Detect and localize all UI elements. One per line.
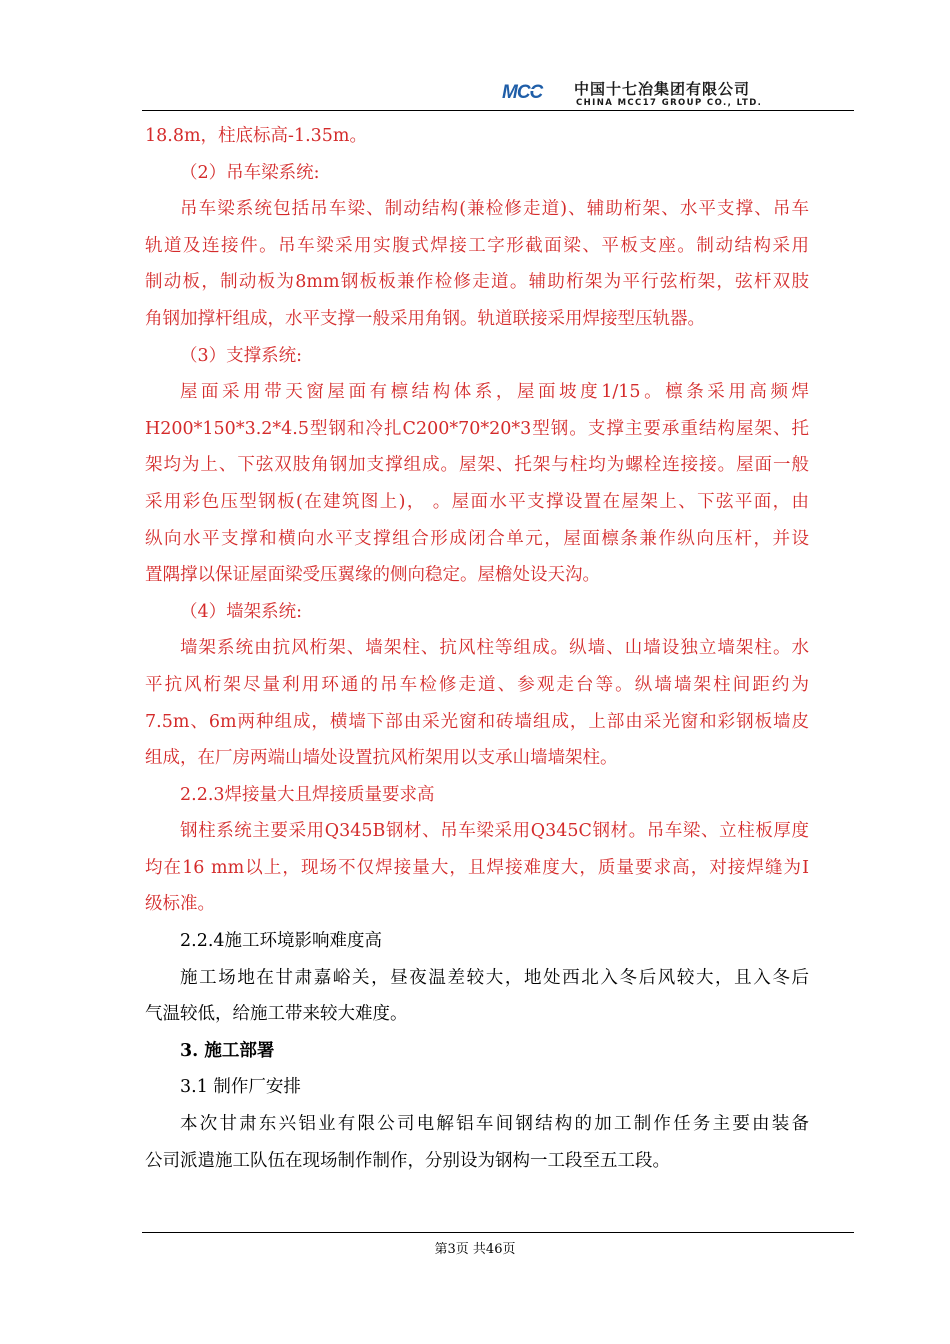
text-line: 架均为上、下弦双肢角钢加支撑组成。屋架、托架与柱均为螺栓连接接。屋面一般	[145, 455, 809, 476]
text-line: 制动板，制动板为8mm钢板板兼作检修走道。辅助桁架为平行弦桁架，弦杆双肢	[145, 272, 809, 293]
footer-divider	[142, 1232, 854, 1233]
text-line: 均在16 mm以上，现场不仅焊接量大，且焊接难度大，质量要求高，对接焊缝为Ⅰ	[145, 857, 809, 878]
text-line: 本次甘肃东兴铝业有限公司电解铝车间钢结构的加工制作任务主要由装备	[180, 1114, 809, 1135]
text-line: 采用彩色压型钢板(在建筑图上)， 。屋面水平支撑设置在屋架上、下弦平面，由	[145, 491, 809, 512]
text-line: （3）支撑系统:	[180, 345, 303, 366]
text-line: 屋面采用带天窗屋面有檩结构体系，屋面坡度1/15。檩条采用高频焊	[180, 382, 809, 403]
document-body	[145, 118, 809, 1179]
text-line: 18.8m，柱底标高-1.35m。	[145, 126, 368, 146]
text-line: 级标准。	[145, 894, 215, 915]
text-line: 置隅撑以保证屋面梁受压翼缘的侧向稳定。屋檐处设天沟。	[145, 565, 600, 586]
mcc-logo-icon	[500, 78, 566, 104]
text-line: 2.2.3焊接量大且焊接质量要求高	[180, 784, 435, 805]
text-line: 墙架系统由抗风桁架、墙架柱、抗风柱等组成。纵墙、山墙设独立墙架柱。水	[180, 638, 809, 659]
text-line: 纵向水平支撑和横向水平支撑组合形成闭合单元，屋面檩条兼作纵向压杆，并设	[145, 528, 809, 549]
text-line: 吊车梁系统包括吊车梁、制动结构(兼检修走道)、辅助桁架、水平支撑、吊车	[180, 199, 809, 220]
text-line: 施工场地在甘肃嘉峪关，昼夜温差较大，地处西北入冬后风较大，且入冬后	[180, 967, 809, 988]
text-line: 3.1 制作厂安排	[180, 1077, 301, 1098]
text-line: 气温较低，给施工带来较大难度。	[145, 1004, 408, 1025]
text-line: （2）吊车梁系统:	[180, 162, 320, 183]
page-header	[142, 72, 854, 112]
company-name-cn: 中国十七冶集团有限公司	[574, 80, 751, 98]
text-line: 2.2.4施工环境影响难度高	[180, 931, 383, 952]
text-line: H200*150*3.2*4.5型钢和冷扎C200*70*20*3型钢。支撑主要承重结构屋架、托	[145, 418, 809, 439]
text-line: （4）墙架系统:	[180, 601, 303, 622]
text-line: 角钢加撑杆组成，水平支撑一般采用角钢。轨道联接采用焊接型压轨器。	[145, 308, 705, 329]
text-line: 3. 施工部署	[180, 1040, 275, 1061]
svg-text:MCC: MCC	[502, 82, 543, 103]
header-divider	[142, 110, 854, 111]
text-line: 平抗风桁架尽量利用环通的吊车检修走道、参观走台等。纵墙墙架柱间距约为	[145, 674, 809, 695]
text-line: 组成，在厂房两端山墙处设置抗风桁架用以支承山墙墙架柱。	[145, 748, 618, 769]
page-number: 第3页 共46页	[434, 1242, 516, 1257]
text-line: 钢柱系统主要采用Q345B钢材、吊车梁采用Q345C钢材。吊车梁、立柱板厚度	[180, 821, 809, 842]
text-line: 轨道及连接件。吊车梁采用实腹式焊接工字形截面梁、平板支座。制动结构采用	[145, 235, 809, 256]
text-line: 公司派遣施工队伍在现场制作制作，分别设为钢构一工段至五工段。	[145, 1150, 670, 1171]
company-name-en: CHINA MCC17 GROUP CO., LTD.	[576, 98, 763, 108]
text-line: 7.5m、6m两种组成，横墙下部由采光窗和砖墙组成，上部由采光窗和彩钢板墙皮	[145, 711, 809, 732]
